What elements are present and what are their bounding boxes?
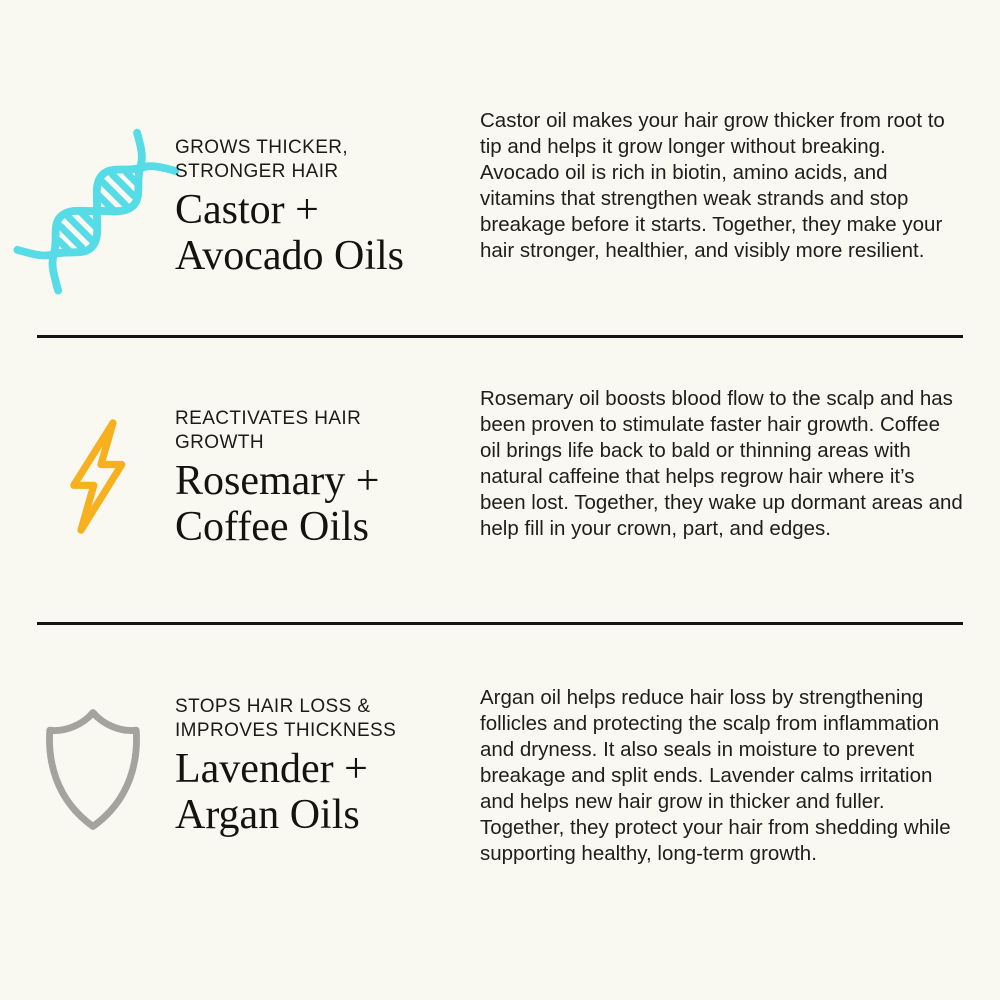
section-kicker bbox=[175, 407, 440, 455]
section-kicker bbox=[175, 136, 440, 184]
shield-icon bbox=[39, 700, 147, 843]
section-rosemary-coffee bbox=[0, 338, 1000, 622]
section-body: Argan oil helps reduce hair loss by strengthening follicles and protecting the scalp from inflammation and dryness. It also seals in moisture to prevent breakage and split ends. Lavender calms irritation and helps new hair grow in thicker and fuller. Together, they protect your hair from shedding while supporting healthy, long-term growth. bbox=[480, 686, 951, 865]
kicker-line: GROWS THICKER, bbox=[175, 137, 349, 158]
label-column bbox=[175, 386, 440, 550]
icon-column bbox=[37, 386, 157, 554]
kicker-line: REACTIVATES HAIR bbox=[175, 408, 362, 429]
shield-icon-stroke bbox=[49, 713, 136, 827]
title-line: Coffee Oils bbox=[175, 504, 370, 550]
title-line: Lavender + bbox=[175, 746, 368, 792]
section-body: Rosemary oil boosts blood flow to the scalp and has been proven to stimulate faster hair growth. Coffee oil brings life back to bald or thinning areas with natural caffeine that helps regrow hair where it’s been lost. Together, they wake up dormant areas and help fill in your crown, part, and edges. bbox=[480, 387, 963, 540]
section-body: Castor oil makes your hair grow thicker from root to tip and helps it grow longer without breaking. Avocado oil is rich in biotin, amino acids, and vitamins that strengthen weak strands and stop breakage before it starts. Together, they make your hair stronger, healthier, and visibly more resilient. bbox=[480, 109, 945, 262]
lightning-icon bbox=[57, 404, 137, 554]
kicker-line: GROWTH bbox=[175, 432, 264, 453]
label-column bbox=[175, 108, 440, 279]
icon-column bbox=[37, 108, 157, 291]
icon-column bbox=[37, 685, 157, 843]
title-line: Avocado Oils bbox=[175, 233, 405, 279]
section-title bbox=[175, 458, 440, 550]
title-line: Castor + bbox=[175, 187, 319, 233]
kicker-line: IMPROVES THICKNESS bbox=[175, 720, 397, 741]
title-line: Argan Oils bbox=[175, 792, 360, 838]
section-castor-avocado bbox=[0, 0, 1000, 335]
section-kicker bbox=[175, 695, 440, 743]
label-column bbox=[175, 685, 440, 838]
dna-icon-strokes bbox=[17, 131, 176, 290]
kicker-line: STOPS HAIR LOSS & bbox=[175, 696, 371, 717]
section-title bbox=[175, 187, 440, 279]
lightning-icon-stroke bbox=[74, 423, 122, 530]
section-lavender-argan bbox=[0, 625, 1000, 867]
kicker-line: STRONGER HAIR bbox=[175, 161, 339, 182]
section-title bbox=[175, 746, 440, 838]
title-line: Rosemary + bbox=[175, 458, 380, 504]
dna-icon bbox=[22, 136, 172, 291]
